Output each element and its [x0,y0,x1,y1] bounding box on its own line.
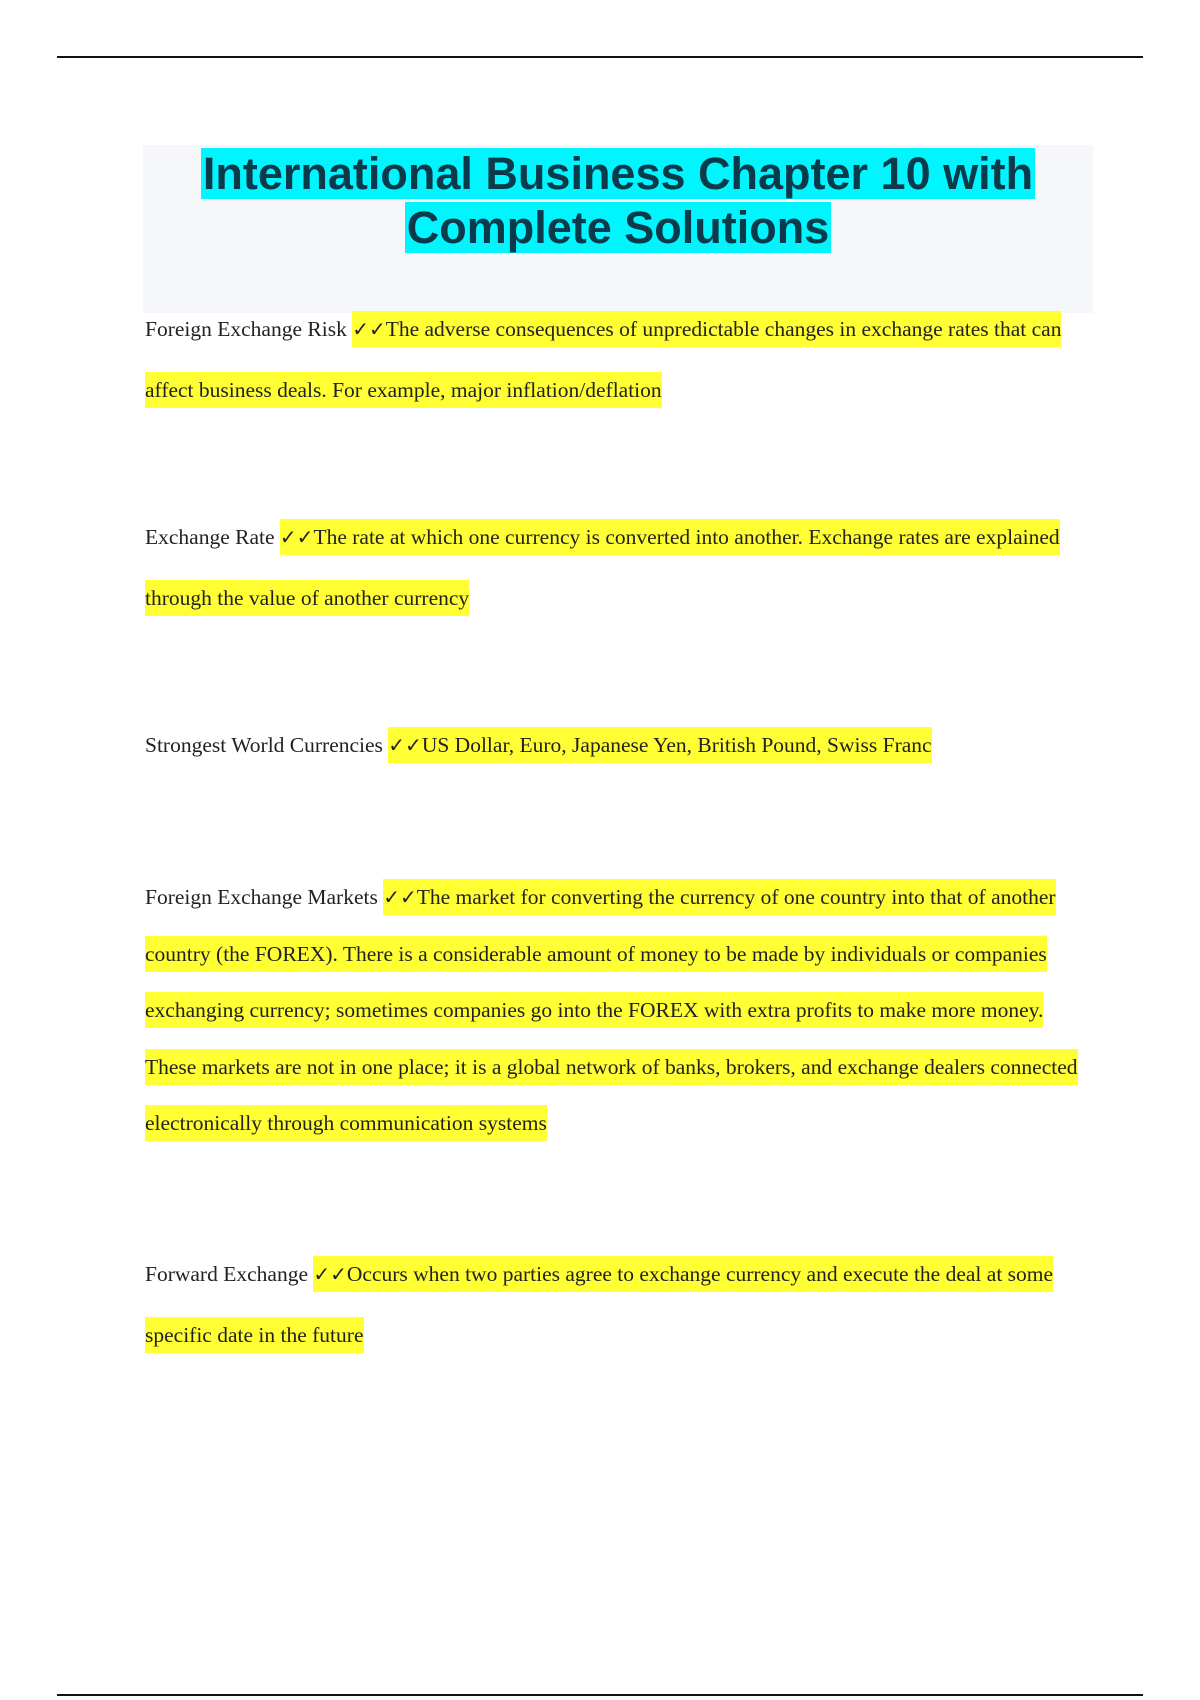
double-check-icon: ✓✓ [279,525,314,549]
entry-term: Foreign Exchange Risk [145,317,347,341]
flashcard-entry [145,299,1090,421]
entry-definition-text: US Dollar, Euro, Japanese Yen, British Pound, Swiss Franc [421,733,932,757]
entry-definition-text: The market for converting the currency of one country into that of another country (the FOREX). There is a considerable amount of money to be made by individuals or companies exchanging currency; sometimes companies go into the FOREX with extra profits to make more money. These markets are not in one place; it is a global network of banks, brokers, and exchange dealers connected electronically through communication systems [145,885,1078,1135]
title-highlight: International Business Chapter 10 with Complete Solutions [202,148,1034,253]
entry-definition-text: The rate at which one currency is converted into another. Exchange rates are explained through the value of another currency [145,525,1060,610]
top-rule [57,56,1143,58]
double-check-icon: ✓✓ [313,1262,347,1286]
flashcard-entry [145,869,1090,1152]
entry-term: Foreign Exchange Markets [145,885,378,909]
double-check-icon: ✓✓ [383,885,417,909]
entry-term: Forward Exchange [145,1262,308,1286]
double-check-icon: ✓✓ [388,733,422,757]
flashcard-entry [145,1244,1090,1366]
flashcard-entry [145,507,1090,629]
flashcard-entry [145,715,1090,776]
entry-definition-text: Occurs when two parties agree to exchange currency and execute the deal at some specific date in the future [145,1262,1054,1347]
entry-definition [145,519,1060,616]
double-check-icon: ✓✓ [352,317,386,341]
entry-definition [145,879,1078,1141]
bottom-rule [57,1694,1143,1696]
entry-definition-text: The adverse consequences of unpredictable changes in exchange rates that can affect business deals. For example, major inflation/deflation [145,317,1062,402]
entry-definition [388,727,931,763]
document-title [143,147,1093,255]
entry-term: Exchange Rate [145,525,275,549]
entry-term: Strongest World Currencies [145,733,383,757]
title-block [143,145,1093,313]
